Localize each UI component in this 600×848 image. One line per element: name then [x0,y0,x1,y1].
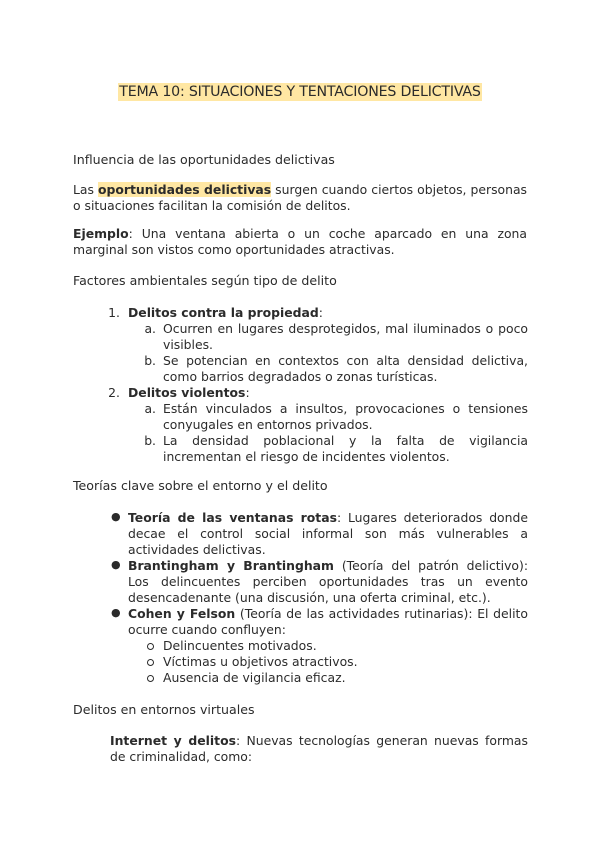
sublist-mark: b. [144,353,156,368]
section-heading-environmental-factors: Factores ambientales según tipo de delito [73,273,337,288]
highlighted-term: oportunidades delictivas [97,182,272,197]
sublist-item: Ocurren en lugares desprotegidos, mal iluminados o poco visibles. [163,321,528,353]
paragraph-example [73,226,527,258]
hollow-bullet-icon [147,659,154,666]
sublist-item: La densidad poblacional y la falta de vigilancia incrementan el riesgo de incidentes violentos. [163,433,528,465]
bullet-label: Brantingham y Brantingham [128,558,334,573]
example-label: Ejemplo [73,226,129,241]
section-heading-key-theories: Teorías clave sobre el entorno y el delito [73,478,328,493]
text-run: Las [73,182,98,197]
bullet-item-broken-windows [128,510,528,559]
text-run: (Teoría del patrón delictivo): Los delincuentes perciben oportunidades tras un evento desencadenante (una discusión, una oferta criminal, etc.). [128,558,529,606]
hollow-bullet-icon [147,643,154,650]
list-number: 2. [108,385,120,400]
text-run: surgen cuando ciertos objetos, personas o situaciones facilitan la comisión de delitos. [73,182,528,214]
list-item-property-crimes [128,305,528,321]
text-run: : [318,305,323,320]
section-heading-opportunities: Influencia de las oportunidades delictivas [73,152,335,167]
paragraph-internet-crimes [110,733,528,765]
text-run: : Una ventana abierta o un coche aparcado en una zona marginal son vistos como oportunidades atractivas. [73,226,527,258]
text-run: (Teoría de las actividades rutinarias): El delito ocurre cuando confluyen: [128,606,528,638]
bullet-icon: ● [111,510,121,523]
text-run: : [245,385,250,400]
list-item-label: Delitos contra la propiedad [128,305,319,320]
sublist-item: Están vinculados a insultos, provocaciones o tensiones conyugales en entornos privados. [163,401,528,433]
paragraph-label: Internet y delitos [110,733,236,748]
sublist-mark: b. [144,433,156,448]
bullet-item-brantingham [128,558,528,607]
list-item-violent-crimes [128,385,528,401]
sub-bullet-item: Delincuentes motivados. [163,638,317,653]
list-number: 1. [108,305,120,320]
list-item-label: Delitos violentos [128,385,246,400]
sub-bullet-item: Víctimas u objetivos atractivos. [163,654,358,669]
hollow-bullet-icon [147,675,154,682]
sublist-mark: a. [144,321,156,336]
bullet-icon: ● [111,558,121,571]
bullet-label: Teoría de las ventanas rotas [128,510,337,525]
title-highlight: TEMA 10: SITUACIONES Y TENTACIONES DELICTIVAS [119,84,481,100]
page-title [0,84,600,100]
bullet-item-cohen-felson [128,606,528,638]
text-run: : Nuevas tecnologías generan nuevas formas de criminalidad, como: [110,733,528,765]
text-run: : Lugares deteriorados donde decae el control social informal son más vulnerables a actividades delictivas. [128,510,528,558]
paragraph-opportunities [73,182,527,214]
section-heading-virtual-crimes: Delitos en entornos virtuales [73,702,255,717]
sub-bullet-item: Ausencia de vigilancia eficaz. [163,670,346,685]
bullet-label: Cohen y Felson [128,606,236,621]
sublist-mark: a. [144,401,156,416]
sublist-item: Se potencian en contextos con alta densidad delictiva, como barrios degradados o zonas turísticas. [163,353,528,385]
bullet-icon: ● [111,606,121,619]
